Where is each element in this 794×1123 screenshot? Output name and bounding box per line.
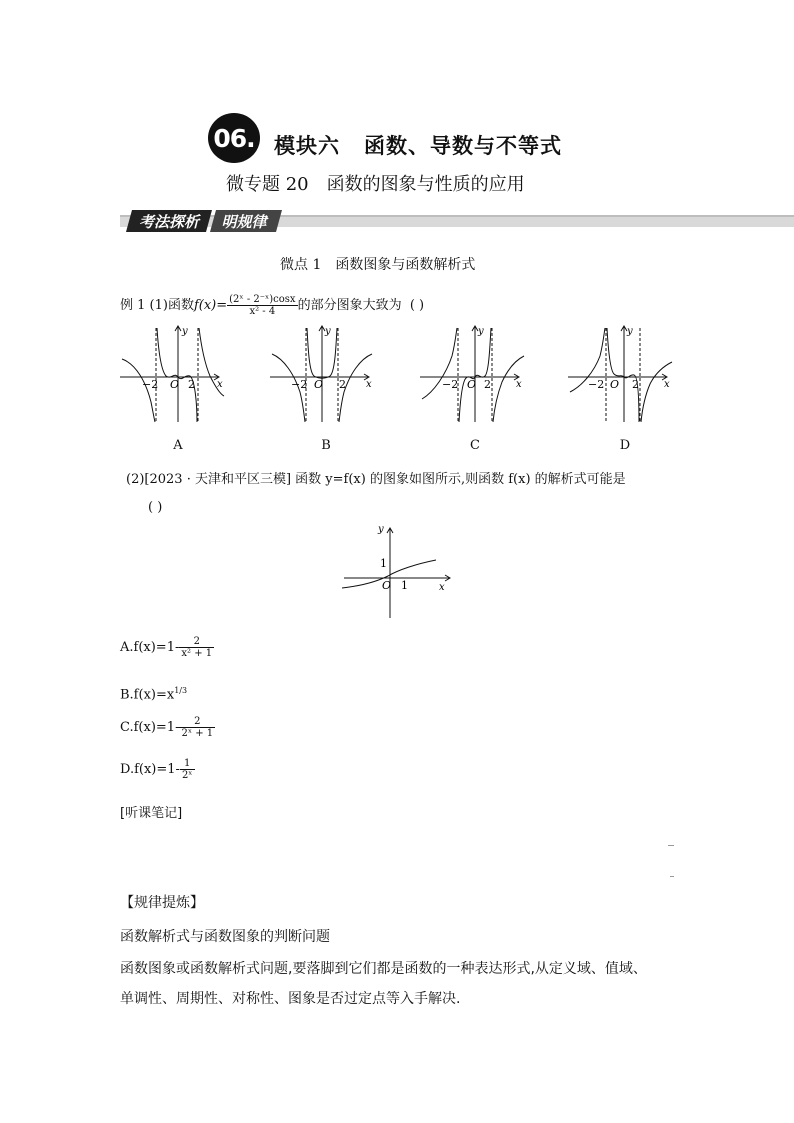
summary-subtitle: 函数解析式与函数图象的判断问题 [120,929,330,945]
banner-left-text: 考法探析 [138,213,200,231]
choice-d-fraction: $\frac{1}{\text{2ˣ}}$ [181,758,193,781]
svg-text:2: 2 [339,378,346,391]
summary-line-2: 单调性、周期性、对称性、图象是否过定点等入手解决. [120,991,461,1007]
module-title: 函数、导数与不等式 [364,134,562,158]
example1-func: f(x)= [193,298,228,313]
section-banner [120,208,794,234]
example2-paren: ( ) [148,500,163,515]
svg-text:O: O [314,378,324,391]
subtopic-title: 函数的图象与性质的应用 [326,174,525,195]
example1-prefix: 例 1 (1)函数 [120,298,194,313]
notes-label: [听课笔记] [120,806,183,821]
summary-title: 【规律提炼】 [120,895,204,911]
graph-label-a: A [173,438,183,453]
choice-c [120,716,215,739]
badge-text: 06. [213,124,255,153]
choice-a [120,636,214,659]
example2-question: (2)[2023 · 天津和平区三模] 函数 y=f(x) 的图象如图所示,则函数 f(x) 的解析式可能是 [126,472,626,487]
graph-example2 [338,522,458,620]
svg-text:O: O [382,579,392,592]
svg-text:y: y [378,524,384,535]
point-title: 函数图象与函数解析式 [335,257,476,273]
choice-a-fraction: $\frac{2}{\text{x² + 1}}$ [181,636,213,659]
example1-numerator: (2ˣ - 2⁻ˣ)cosx [229,294,296,305]
svg-text:x: x [516,379,522,390]
example1-suffix: 的部分图象大致为 [297,298,402,313]
svg-text:y: y [182,326,188,337]
svg-text:x: x [366,379,372,390]
margin-mark [670,876,674,877]
svg-text:O: O [467,378,477,391]
svg-text:x: x [439,582,445,593]
point-label: 微点 1 [280,257,322,273]
svg-text:−2: −2 [442,378,459,391]
graph-b [268,324,376,426]
banner-right-text: 明规律 [221,213,267,231]
example1-paren: ( ) [409,298,425,313]
svg-text:1: 1 [380,557,387,570]
graph-label-c: C [470,438,480,453]
example1-question [120,294,424,317]
choice-b-prefix: B.f(x)=x [120,687,175,703]
module-label: 模块六 [274,134,340,158]
module-heading [274,130,562,160]
svg-text:O: O [610,378,620,391]
graph-label-d: D [619,438,631,453]
graph-label-b: B [321,438,331,453]
choice-a-prefix: A.f(x)=1- [120,640,180,655]
graph-a [118,324,226,426]
svg-text:2: 2 [484,378,491,391]
svg-text:2: 2 [632,378,639,391]
margin-mark [668,845,674,846]
svg-text:x: x [664,379,670,390]
summary-line-1: 函数图象或函数解析式问题,要落脚到它们都是函数的一种表达形式,从定义域、值域、 [120,961,647,977]
svg-text:−2: −2 [142,378,159,391]
svg-text:y: y [325,326,331,337]
example1-denominator: x² - 4 [249,306,276,317]
graph-c [418,324,526,426]
svg-text:1: 1 [401,579,408,592]
choice-d [120,758,195,781]
choice-b-exponent: 1/3 [174,686,188,695]
choice-d-prefix: D.f(x)=1- [120,762,180,777]
svg-text:x: x [217,379,223,390]
subtopic-heading [226,170,525,196]
svg-text:O: O [170,378,180,391]
graph-d [566,324,674,426]
module-badge [207,112,265,164]
point-heading [280,254,475,274]
choice-c-fraction: $\frac{2}{\text{2ˣ + 1}}$ [181,716,214,739]
choice-b [120,686,187,702]
example1-fraction [227,294,297,317]
choice-c-prefix: C.f(x)=1- [120,720,180,735]
svg-text:−2: −2 [291,378,308,391]
svg-text:2: 2 [188,378,195,391]
svg-text:y: y [627,326,633,337]
svg-text:−2: −2 [588,378,605,391]
svg-text:y: y [478,326,484,337]
subtopic-number: 微专题 20 [226,174,309,195]
